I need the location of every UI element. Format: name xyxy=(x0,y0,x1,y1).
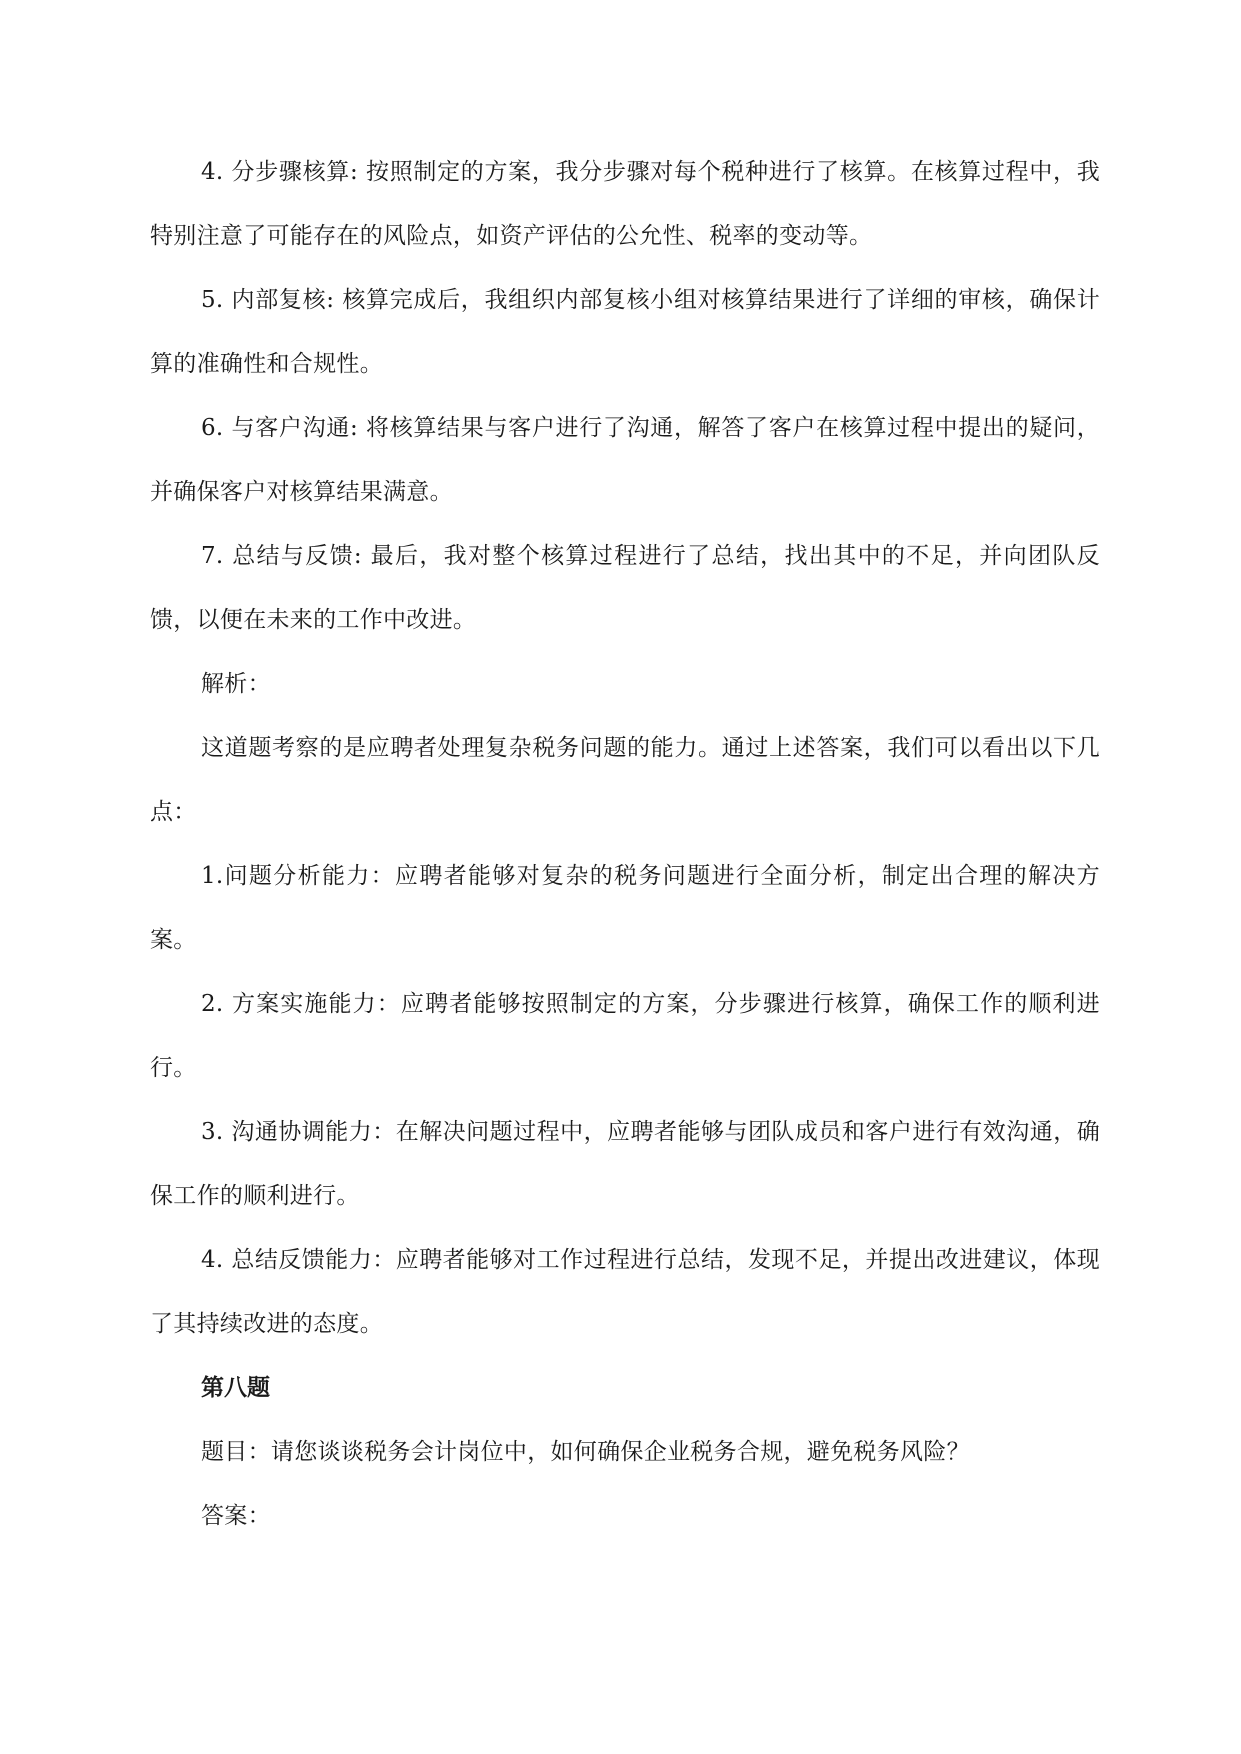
step-7-paragraph: 7. 总结与反馈: 最后，我对整个核算过程进行了总结，找出其中的不足，并向团队反馈，以便在未来的工作中改进。 xyxy=(150,543,1100,633)
step-5-paragraph: 5. 内部复核: 核算完成后，我组织内部复核小组对核算结果进行了详细的审核，确保计算的准确性和合规性。 xyxy=(150,287,1100,377)
document-page xyxy=(150,140,1100,1548)
analysis-point-3: 3. 沟通协调能力：在解决问题过程中，应聘者能够与团队成员和客户进行有效沟通，确保工作的顺利进行。 xyxy=(150,1119,1100,1209)
section-heading: 第八题 xyxy=(201,1375,270,1401)
step-4-paragraph: 4. 分步骤核算: 按照制定的方案，我分步骤对每个税种进行了核算。在核算过程中，我特别注意了可能存在的风险点，如资产评估的公允性、税率的变动等。 xyxy=(150,159,1100,249)
analysis-label: 解析： xyxy=(201,671,271,697)
analysis-point-4: 4. 总结反馈能力：应聘者能够对工作过程进行总结，发现不足，并提出改进建议，体现了其持续改进的态度。 xyxy=(150,1247,1100,1337)
analysis-intro-paragraph: 这道题考察的是应聘者处理复杂税务问题的能力。通过上述答案，我们可以看出以下几点： xyxy=(150,735,1100,825)
analysis-point-2: 2. 方案实施能力：应聘者能够按照制定的方案，分步骤进行核算，确保工作的顺利进行。 xyxy=(150,991,1100,1081)
analysis-point-1: 1.问题分析能力：应聘者能够对复杂的税务问题进行全面分析，制定出合理的解决方案。 xyxy=(150,863,1100,953)
step-6-paragraph: 6. 与客户沟通: 将核算结果与客户进行了沟通，解答了客户在核算过程中提出的疑问，并确保客户对核算结果满意。 xyxy=(150,415,1100,505)
question-paragraph: 题目：请您谈谈税务会计岗位中，如何确保企业税务合规，避免税务风险？ xyxy=(201,1439,970,1465)
answer-label: 答案： xyxy=(201,1503,271,1529)
